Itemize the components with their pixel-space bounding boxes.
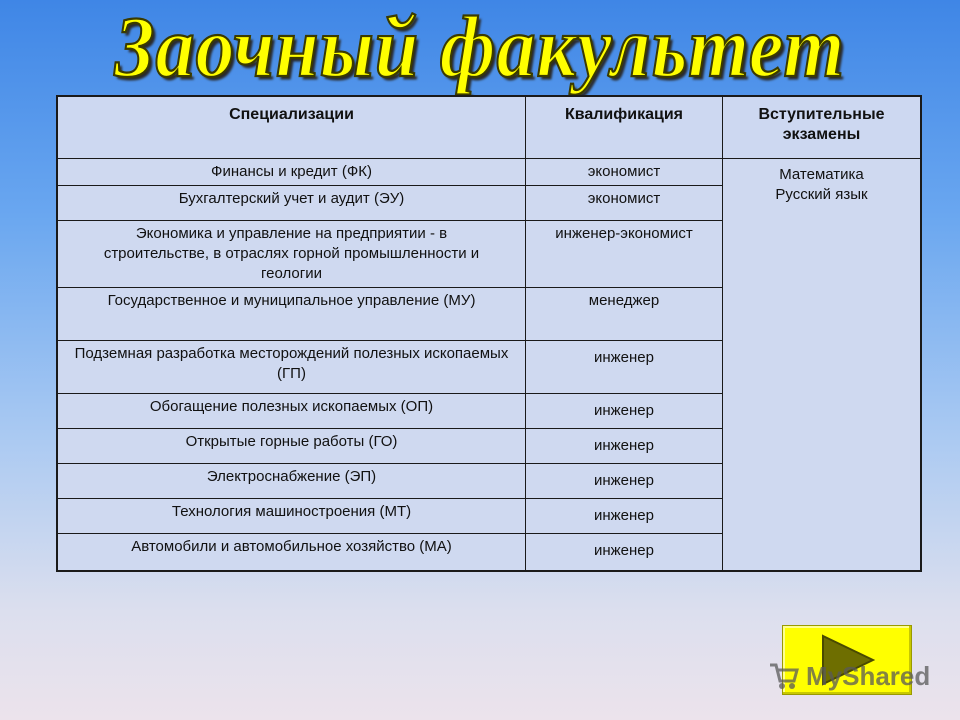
- qual-cell: инженер: [526, 499, 723, 534]
- cart-icon: [768, 661, 800, 691]
- spec-cell: Автомобили и автомобильное хозяйство (МА): [57, 534, 526, 572]
- spec-cell: Финансы и кредит (ФК): [57, 159, 526, 186]
- header-exams: Вступительные экзамены: [723, 96, 922, 159]
- specializations-table: [56, 95, 922, 572]
- qual-cell: инженер: [526, 429, 723, 464]
- watermark: [768, 658, 931, 694]
- exams-cell: [723, 159, 922, 572]
- spec-cell: Обогащение полезных ископаемых (ОП): [57, 394, 526, 429]
- spec-cell: Экономика и управление на предприятии - в строительстве, в отраслях горной промышленности и геологии: [57, 221, 526, 288]
- header-qualification: Квалификация: [526, 96, 723, 159]
- spec-cell: Государственное и муниципальное управление (МУ): [57, 288, 526, 341]
- spec-cell: Открытые горные работы (ГО): [57, 429, 526, 464]
- qual-cell: экономист: [526, 159, 723, 186]
- qual-cell: инженер: [526, 534, 723, 572]
- table-header-row: [57, 96, 921, 159]
- qual-cell: инженер: [526, 341, 723, 394]
- exam-math: Математика: [779, 166, 864, 183]
- spec-cell: Технология машиностроения (МТ): [57, 499, 526, 534]
- exam-russian: Русский язык: [775, 186, 868, 203]
- watermark-text: MyShared: [806, 661, 931, 691]
- spec-cell: Бухгалтерский учет и аудит (ЭУ): [57, 186, 526, 221]
- qual-cell: инженер-экономист: [526, 221, 723, 288]
- qual-cell: экономист: [526, 186, 723, 221]
- page-title: Заочный факультет: [114, 0, 846, 96]
- qual-cell: инженер: [526, 394, 723, 429]
- spec-cell: Подземная разработка месторождений полезных ископаемых (ГП): [57, 341, 526, 394]
- spec-cell: Электроснабжение (ЭП): [57, 464, 526, 499]
- qual-cell: инженер: [526, 464, 723, 499]
- table-row: [57, 159, 921, 186]
- qual-cell: менеджер: [526, 288, 723, 341]
- header-specializations: Специализации: [57, 96, 526, 159]
